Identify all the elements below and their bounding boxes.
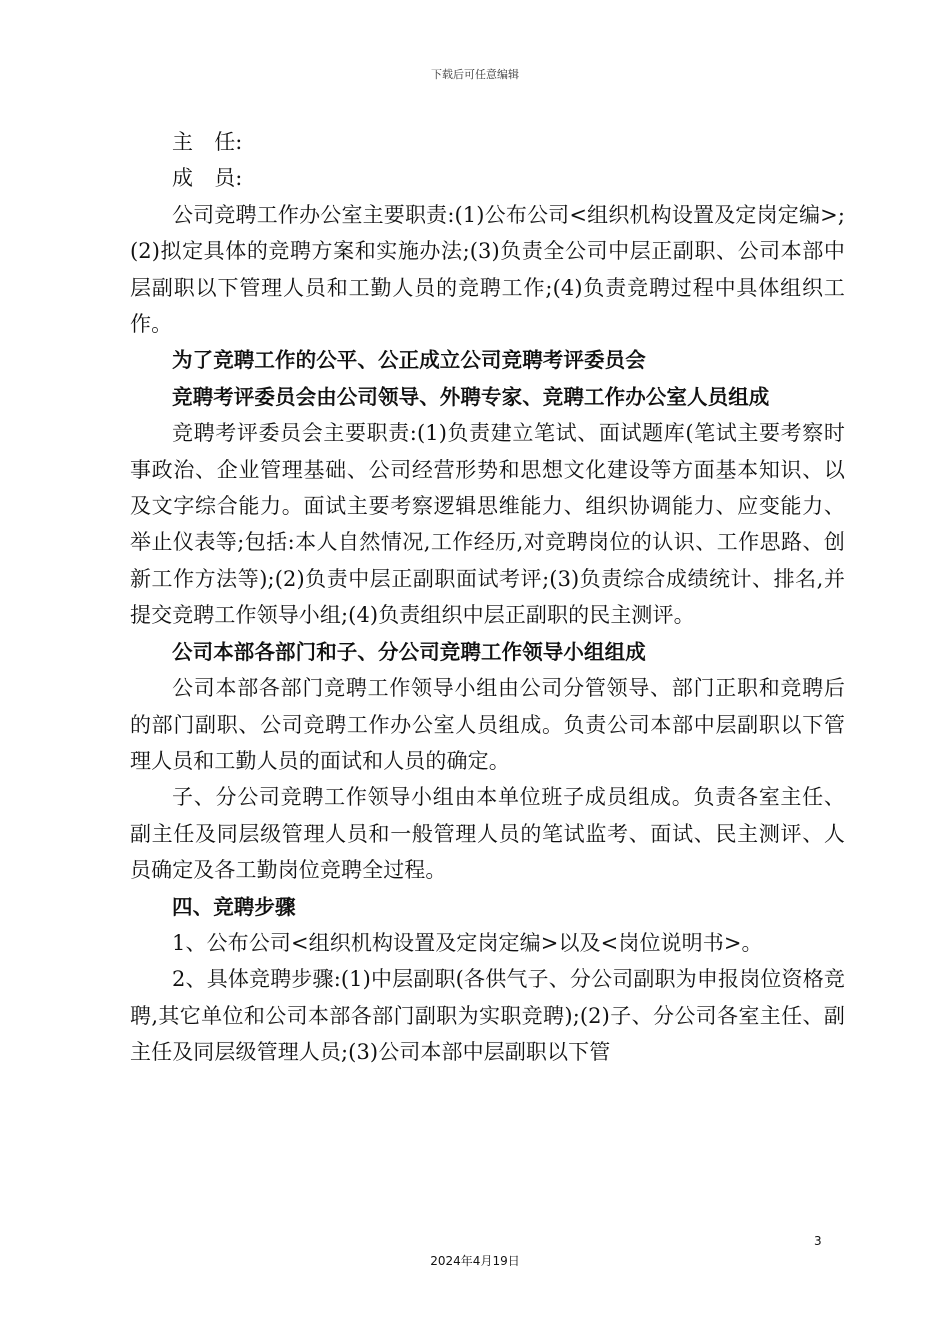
paragraph-members: 成 员: <box>172 166 243 191</box>
page-footer-date: 2024年4月19日 <box>430 1254 520 1268</box>
page-number: 3 <box>814 1234 822 1248</box>
heading-leading-groups: 公司本部各部门和子、分公司竞聘工作领导小组组成 <box>172 639 646 664</box>
paragraph-subsidiary-group: 子、分公司竞聘工作领导小组由本单位班子成员组成。负责各室主任、副主任及同层级管理人员和一般管理人员的笔试监考、面试、民主测评、人员确定及各工勤岗位竞聘全过程。 <box>130 785 845 883</box>
heading-committee-purpose: 为了竞聘工作的公平、公正成立公司竞聘考评委员会 <box>172 348 646 373</box>
paragraph-hq-group: 公司本部各部门竞聘工作领导小组由公司分管领导、部门正职和竞聘后的部门副职、公司竞聘工作办公室人员组成。负责公司本部中层副职以下管理人员和工勤人员的面试和人员的确定。 <box>130 676 845 773</box>
paragraph-director: 主 任: <box>172 130 243 154</box>
heading-committee-composition: 竞聘考评委员会由公司领导、外聘专家、竞聘工作办公室人员组成 <box>172 384 770 409</box>
paragraph-committee-duties: 竞聘考评委员会主要职责:(1)负责建立笔试、面试题库(笔试主要考察时事政治、企业管理基础、公司经营形势和思想文化建设等方面基本知识、以及文字综合能力。面试主要考察逻辑思维能力、组织协调能力、应变能力、举止仪表等;包括:本人自然情况,工作经历,对竞聘岗位的认识、工作思路、创新工作方法等);(2)负责中层正副职面试考评;(3)负责综合成绩统计、排名,并提交竞聘工作领导小组;(4)负责组织中层正副职的民主测评。 <box>130 421 845 628</box>
paragraph-office-duties: 公司竞聘工作办公室主要职责:(1)公布公司<组织机构设置及定岗定编>;(2)拟定具体的竞聘方案和实施办法;(3)负责全公司中层正副职、公司本部中层副职以下管理人员和工勤人员的竞聘工作;(4)负责竞聘过程中具体组织工作。 <box>130 202 845 337</box>
heading-steps: 四、竞聘步骤 <box>172 894 296 919</box>
document-body <box>130 124 845 1071</box>
paragraph-step-2: 2、具体竞聘步骤:(1)中层副职(各供气子、分公司副职为申报岗位资格竞聘,其它单位和公司本部各部门副职为实职竞聘);(2)子、分公司各室主任、副主任及同层级管理人员;(3)公司本部中层副职以下管 <box>130 967 845 1065</box>
paragraph-step-1: 1、公布公司<组织机构设置及定岗定编>以及<岗位说明书>。 <box>172 930 763 955</box>
page-header: 下载后可任意编辑 <box>431 68 519 81</box>
